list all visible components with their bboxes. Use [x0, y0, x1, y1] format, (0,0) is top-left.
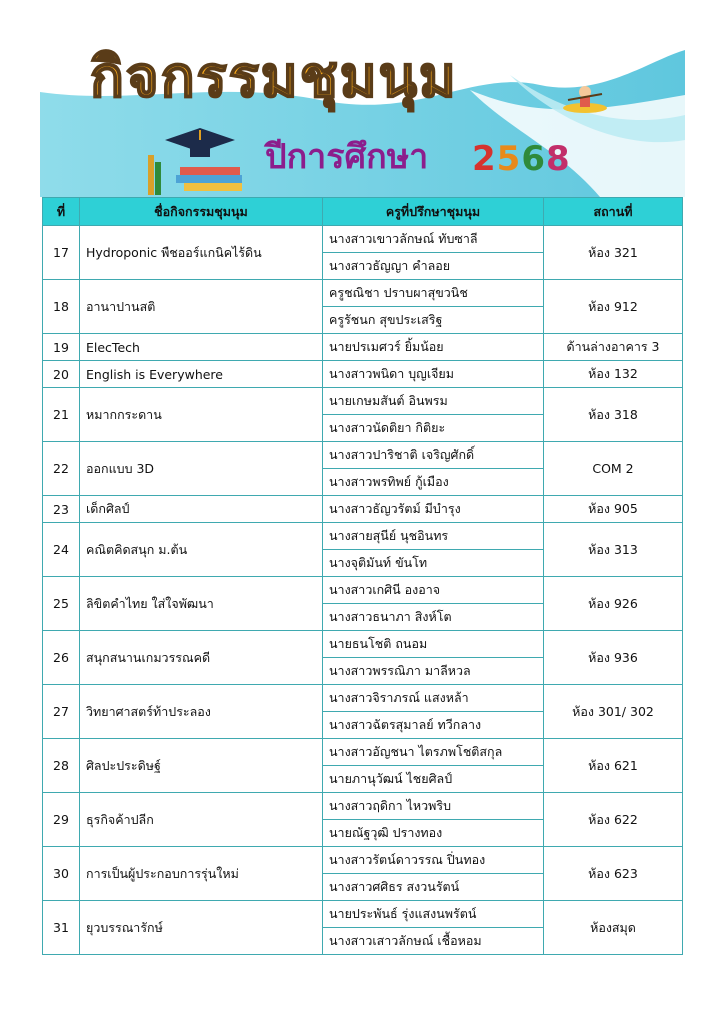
club-name: อานาปานสติ [80, 280, 323, 334]
club-name: ศิลปะประดิษฐ์ [80, 739, 323, 793]
advisor-name: นางสาวรัตน์ดาวรรณ ปิ่นทอง [323, 847, 544, 874]
club-location: ห้อง 621 [544, 739, 683, 793]
club-location: ห้อง 321 [544, 226, 683, 280]
year-digit: 5 [496, 139, 522, 179]
club-location: ห้อง 623 [544, 847, 683, 901]
advisor-name: นางสาวอัญชนา ไตรภพโชติสกุล [323, 739, 544, 766]
club-location: COM 2 [544, 442, 683, 496]
advisor-name: นางสาวธัญวรัตม์ มีบำรุง [323, 496, 544, 523]
advisor-name: นางสาวเขาวลักษณ์ ทับซาลี [323, 226, 544, 253]
table-row [43, 442, 683, 469]
club-name: การเป็นผู้ประกอบการรุ่นใหม่ [80, 847, 323, 901]
table-row [43, 577, 683, 604]
table-header-row [43, 198, 683, 226]
club-name: สนุกสนานเกมวรรณคดี [80, 631, 323, 685]
advisor-name: นางสายสุนีย์ นุชอินทร [323, 523, 544, 550]
advisor-name: นางสาวเกศินี องอาจ [323, 577, 544, 604]
row-number: 29 [43, 793, 80, 847]
advisor-name: นางจุติมันท์ ขันโท [323, 550, 544, 577]
banner-title: กิจกรรมชุมนุม [90, 45, 458, 110]
advisor-name: นางสาวพรทิพย์ กู้เมือง [323, 469, 544, 496]
club-location: ห้อง 132 [544, 361, 683, 388]
advisor-name: นายปรเมศวร์ ยิ้มน้อย [323, 334, 544, 361]
table-row [43, 280, 683, 307]
advisor-name: นางสาวพรรณิภา มาลีหวล [323, 658, 544, 685]
row-number: 22 [43, 442, 80, 496]
year-digit: 6 [521, 139, 547, 179]
club-location: ห้อง 936 [544, 631, 683, 685]
table-row [43, 739, 683, 766]
advisor-name: นางสาวฉัตรสุมาลย์ ทวีกลาง [323, 712, 544, 739]
club-name: ElecTech [80, 334, 323, 361]
table-row [43, 847, 683, 874]
table-row [43, 226, 683, 253]
club-name: คณิตคิดสนุก ม.ต้น [80, 523, 323, 577]
advisor-name: นางสาวพนิดา บุญเจียม [323, 361, 544, 388]
table-row [43, 361, 683, 388]
club-location: ห้อง 301/ 302 [544, 685, 683, 739]
table-row [43, 901, 683, 928]
column-header-number: ที่ [43, 198, 80, 226]
row-number: 17 [43, 226, 80, 280]
club-name: หมากกระดาน [80, 388, 323, 442]
table-row [43, 388, 683, 415]
club-location: ห้อง 905 [544, 496, 683, 523]
advisor-name: นางสาวธัญญา คำลอย [323, 253, 544, 280]
club-activity-table [42, 197, 683, 955]
club-location: ห้อง 313 [544, 523, 683, 577]
club-location: ห้องสมุด [544, 901, 683, 955]
row-number: 28 [43, 739, 80, 793]
club-name: ออกแบบ 3D [80, 442, 323, 496]
table-row [43, 496, 683, 523]
column-header-club-name: ชื่อกิจกรรมชุมนุม [80, 198, 323, 226]
advisor-name: นางสาวนัดติยา กิติยะ [323, 415, 544, 442]
club-location: ห้อง 912 [544, 280, 683, 334]
row-number: 26 [43, 631, 80, 685]
club-location: ห้อง 622 [544, 793, 683, 847]
advisor-name: นางสาวจิราภรณ์ แสงหล้า [323, 685, 544, 712]
row-number: 24 [43, 523, 80, 577]
advisor-name: นายเกษมสันต์ อินพรม [323, 388, 544, 415]
table-row [43, 523, 683, 550]
table-body [43, 226, 683, 955]
row-number: 21 [43, 388, 80, 442]
advisor-name: นายประพันธ์ รุ่งแสงนพรัตน์ [323, 901, 544, 928]
club-name: วิทยาศาสตร์ท้าประลอง [80, 685, 323, 739]
advisor-name: นายณัฐวุฒิ ปรางทอง [323, 820, 544, 847]
club-name: ธุรกิจค้าปลีก [80, 793, 323, 847]
advisor-name: นางสาวฤดิกา ไหวพริบ [323, 793, 544, 820]
club-name: Hydroponic พืชออร์แกนิคไร้ดิน [80, 226, 323, 280]
club-name: English is Everywhere [80, 361, 323, 388]
row-number: 25 [43, 577, 80, 631]
club-location: ห้อง 926 [544, 577, 683, 631]
advisor-name: ครูรัชนก สุขประเสริฐ [323, 307, 544, 334]
advisor-name: นายธนโชติ ถนอม [323, 631, 544, 658]
year-digit: 2 [472, 139, 497, 179]
row-number: 23 [43, 496, 80, 523]
row-number: 20 [43, 361, 80, 388]
club-name: ยุวบรรณารักษ์ [80, 901, 323, 955]
club-location: ห้อง 318 [544, 388, 683, 442]
header-banner [40, 30, 685, 197]
advisor-name: นางสาวศศิธร สงวนรัตน์ [323, 874, 544, 901]
academic-year-label: ปีการศึกษา [265, 137, 429, 177]
academic-year [472, 139, 571, 179]
advisor-name: นางสาวธนาภา สิงห์โต [323, 604, 544, 631]
row-number: 18 [43, 280, 80, 334]
column-header-location: สถานที่ [544, 198, 683, 226]
club-name: เด็กศิลป์ [80, 496, 323, 523]
table-row [43, 334, 683, 361]
club-location: ด้านล่างอาคาร 3 [544, 334, 683, 361]
advisor-name: นางสาวเสาวลักษณ์ เชื้อหอม [323, 928, 544, 955]
table-row [43, 793, 683, 820]
row-number: 30 [43, 847, 80, 901]
row-number: 19 [43, 334, 80, 361]
advisor-name: ครูชณิชา ปราบผาสุขวนิช [323, 280, 544, 307]
club-name: ลิขิตคำไทย ใส่ใจพัฒนา [80, 577, 323, 631]
column-header-advisor: ครูที่ปรึกษาชุมนุม [323, 198, 544, 226]
row-number: 31 [43, 901, 80, 955]
advisor-name: นางสาวปาริชาติ เจริญศักดิ์ [323, 442, 544, 469]
table-row [43, 685, 683, 712]
year-digit: 8 [546, 139, 571, 179]
row-number: 27 [43, 685, 80, 739]
advisor-name: นายภานุวัฒน์ ไชยศิลป์ [323, 766, 544, 793]
table-row [43, 631, 683, 658]
